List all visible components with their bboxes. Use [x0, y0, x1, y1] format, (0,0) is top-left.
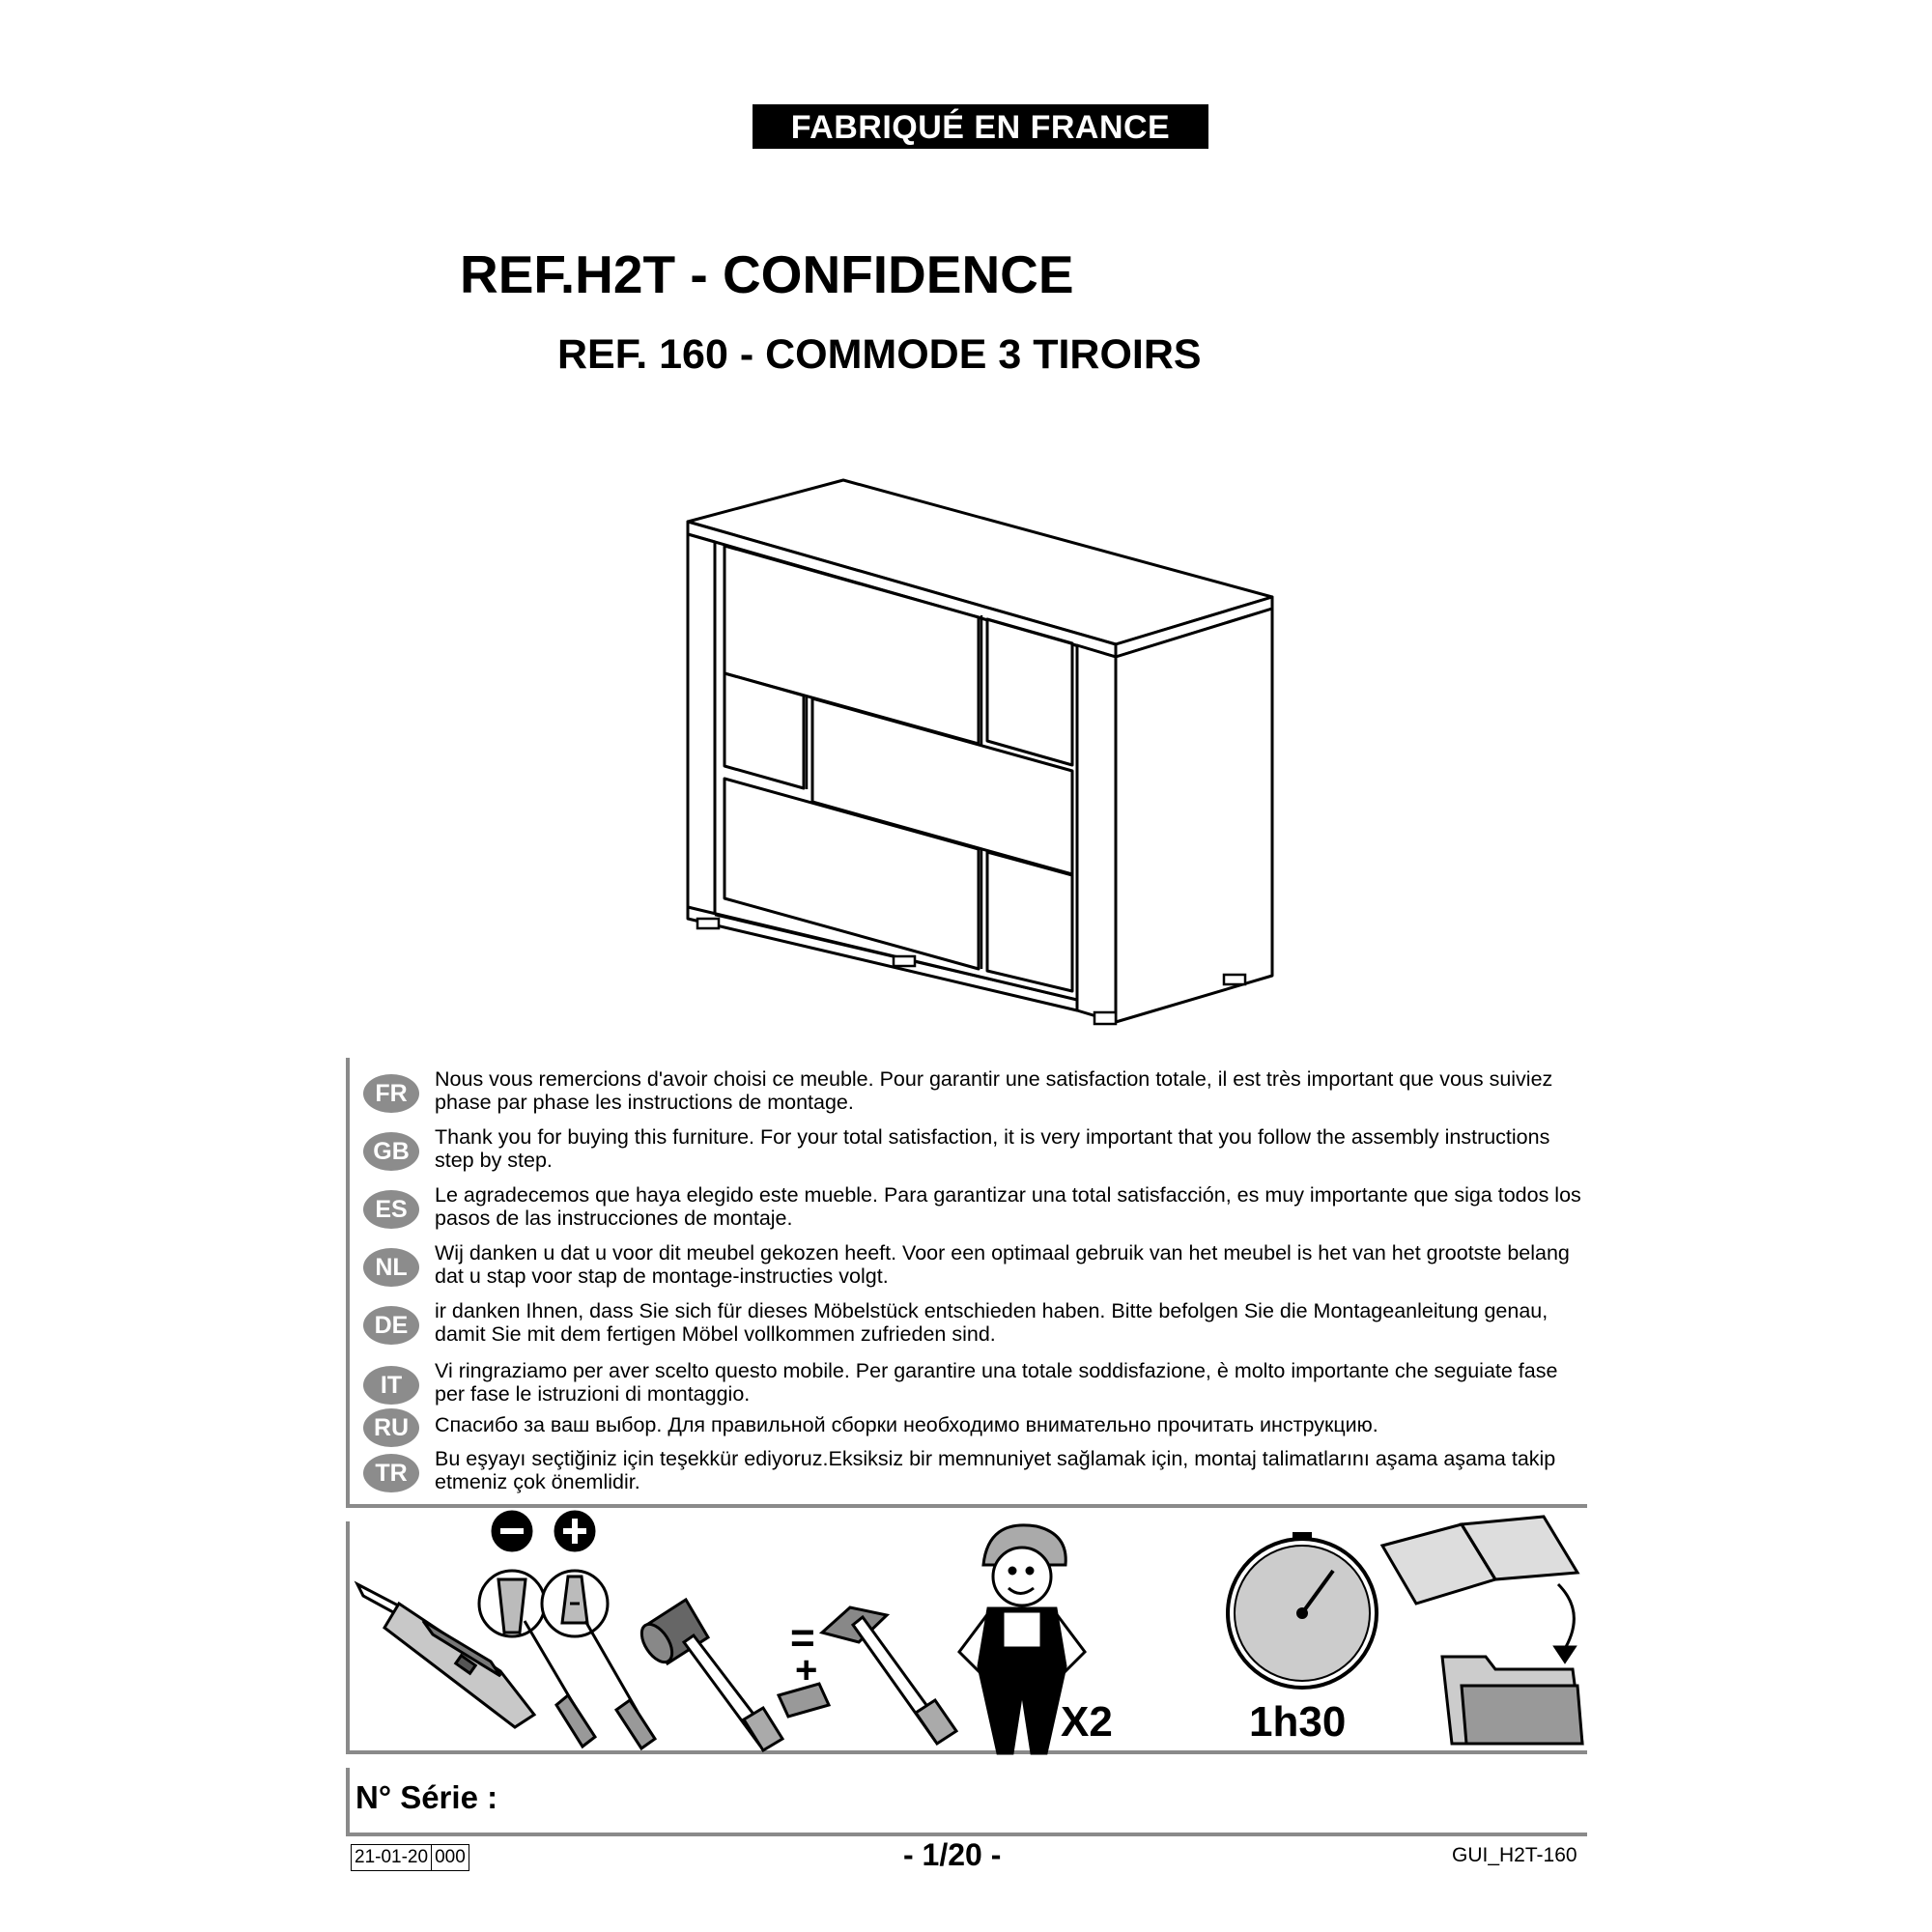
plus-sign: + — [795, 1649, 818, 1691]
language-text-it: Vi ringraziamo per aver scelto questo mobile. Per garantire una totale soddisfazione, è molto importante che seguiate fase per fase le istruzioni di montaggio. — [435, 1359, 1558, 1406]
assembly-duration: 1h30 — [1249, 1698, 1347, 1746]
language-text-gb: Thank you for buying this furniture. For your total satisfaction, it is very important that you follow the assembly instructions step by step. — [435, 1125, 1550, 1172]
section-border-bottom — [346, 1833, 1587, 1836]
footer-code: 000 — [431, 1845, 469, 1870]
language-badge-gb: GB — [363, 1132, 419, 1171]
language-badge-tr: TR — [363, 1454, 419, 1492]
section-border-left — [346, 1058, 350, 1507]
language-text-tr: Bu eşyayı seçtiğiniz için teşekkür ediyoruz.Eksiksiz bir memnuniyet sağlamak için, montaj talimatlarını aşama aşama takip etmeniz çok önemlidir. — [435, 1447, 1556, 1493]
multilingual-thanks-section — [346, 1058, 1587, 1507]
language-text-es: Le agradecemos que haya elegido este mueble. Para garantizar una total satisfacción, es muy importante que siga todos los pasos de las instrucciones de montaje. — [435, 1183, 1581, 1230]
product-reference-title: REF.H2T - CONFIDENCE — [460, 244, 1074, 304]
section-border-left — [346, 1768, 350, 1835]
mallet-icon — [636, 1600, 782, 1750]
page-number: - 1/20 - — [903, 1837, 1002, 1872]
language-text-fr: Nous vous remercions d'avoir choisi ce meuble. Pour garantir une satisfaction totale, il est très important que vous suiviez phase par phase les instructions de montage. — [435, 1067, 1553, 1114]
foot — [697, 919, 719, 928]
foot — [1224, 975, 1245, 984]
folder-icon — [1442, 1584, 1582, 1744]
language-text-nl: Wij danken u dat u voor dit meubel gekozen heeft. Voor een optimaal gebruik van het meubel is het van het grootste belang dat u stap voor stap de montage-instructies volgt. — [435, 1241, 1570, 1288]
foot — [894, 956, 915, 966]
commode-left-post — [688, 534, 715, 915]
tools-illustration — [346, 1507, 1592, 1760]
language-badge-nl: NL — [363, 1248, 419, 1287]
language-badge-it: IT — [363, 1366, 419, 1405]
serial-number-section — [346, 1768, 1587, 1835]
drawer-bottom-right — [987, 852, 1072, 991]
stopwatch-icon — [1228, 1534, 1377, 1688]
phillips-screwdriver-icon — [542, 1512, 655, 1748]
language-text-ru: Спасибо за ваш выбор. Для правильной сборки необходимо внимательно прочитать инструкцию. — [435, 1413, 1378, 1436]
product-model-title: REF. 160 - COMMODE 3 TIROIRS — [557, 331, 1202, 378]
language-badge-es: ES — [363, 1190, 419, 1229]
commode-side-panel — [1116, 609, 1272, 1022]
serial-number-label: N° Série : — [355, 1779, 498, 1815]
persons-count: X2 — [1061, 1698, 1113, 1746]
language-badge-ru: RU — [363, 1408, 419, 1447]
footer-date-box — [351, 1844, 469, 1871]
commode-right-post — [1077, 645, 1116, 1022]
equals-sign: = — [790, 1614, 815, 1662]
footer-date: 21-01-20 — [355, 1847, 429, 1867]
origin-banner: FABRIQUÉ EN FRANCE — [753, 104, 1208, 149]
manual-icon — [1382, 1517, 1577, 1604]
language-badge-fr: FR — [363, 1074, 419, 1113]
document-reference: GUI_H2T-160 — [1452, 1844, 1577, 1866]
language-badge-de: DE — [363, 1306, 419, 1345]
foot — [1094, 1012, 1116, 1024]
language-text-de: ir danken Ihnen, dass Sie sich für dieses Möbelstück entschieden haben. Bitte befolgen Sie die Montageanleitung genau, damit Sie mit dem fertigen Möbel vollkommen zufrieden sind. — [435, 1299, 1548, 1346]
commode-illustration — [676, 469, 1294, 1029]
